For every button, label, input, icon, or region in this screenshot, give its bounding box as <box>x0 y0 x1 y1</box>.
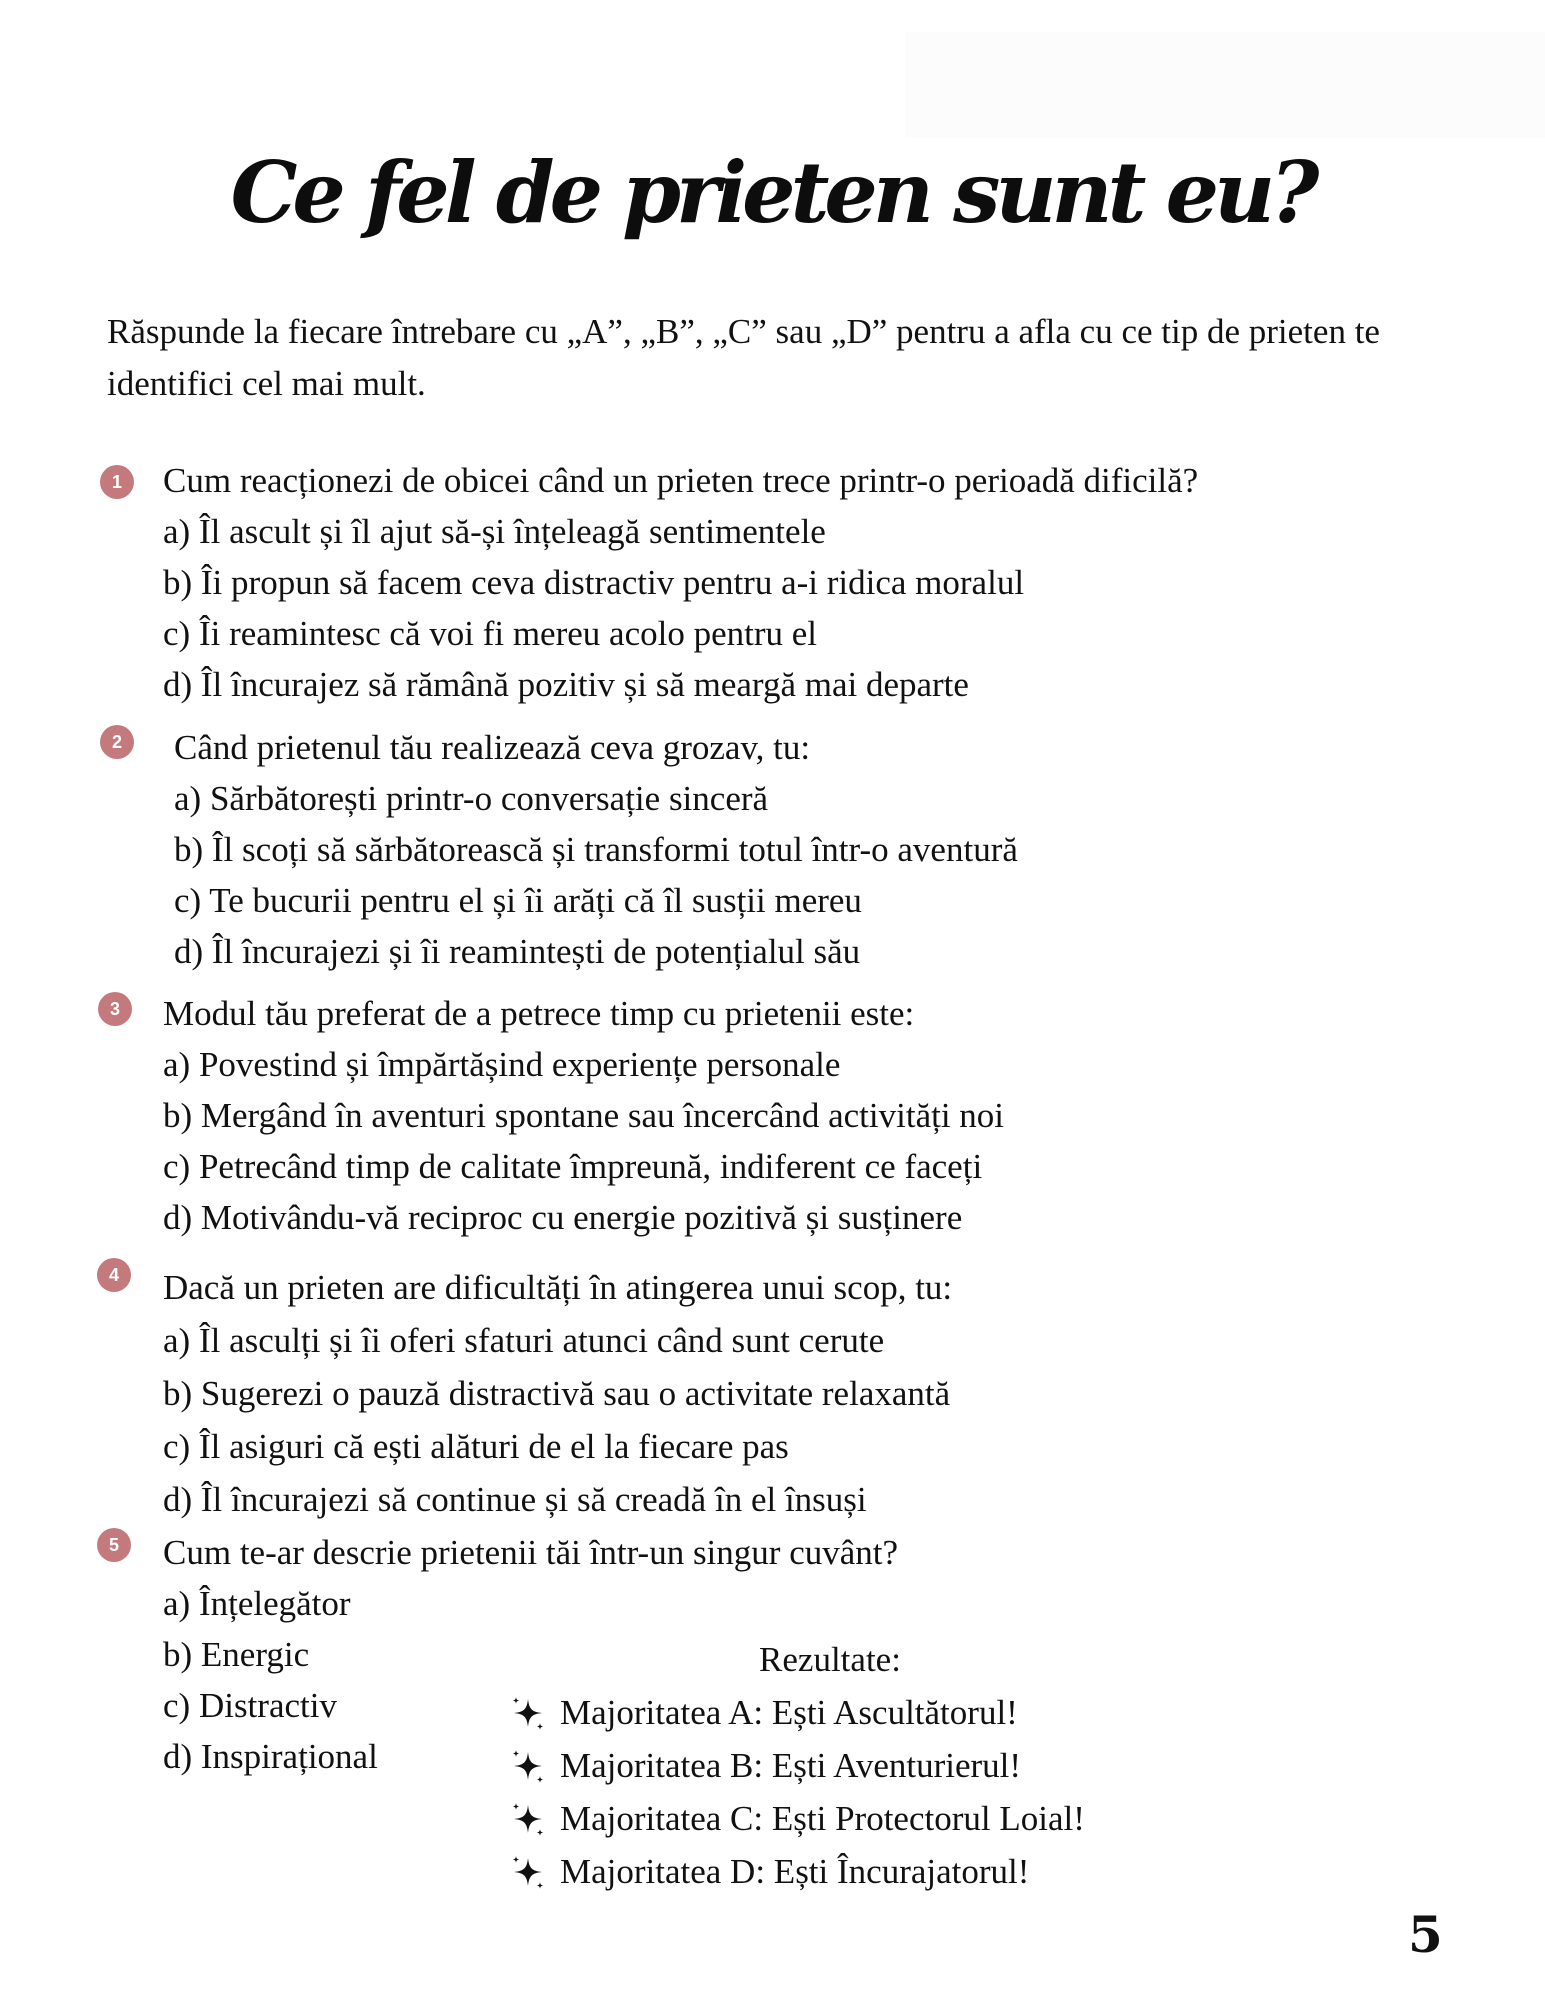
result-item <box>510 1845 1085 1898</box>
answer-option-b[interactable]: b) Îl scoți să sărbătorească și transformi totul într-o aventură <box>174 830 1018 869</box>
answer-option-a[interactable]: a) Înțelegător <box>163 1584 351 1623</box>
sparkle-icon <box>510 1695 546 1731</box>
sparkle-icon <box>510 1801 546 1837</box>
page-title: Ce fel de prieten sunt eu? <box>230 143 1315 242</box>
result-text: Majoritatea B: Ești Aventurierul! <box>560 1745 1022 1785</box>
answer-option-a[interactable]: a) Sărbătorești printr-o conversație sinceră <box>174 779 769 818</box>
result-text: Majoritatea A: Ești Ascultătorul! <box>560 1692 1018 1732</box>
intro-text: Răspunde la fiecare întrebare cu „A”, „B”, „C” sau „D” pentru a afla cu ce tip de prieten te identifici cel mai mult. <box>107 312 1380 403</box>
question-number-badge: 5 <box>97 1528 131 1562</box>
question-body <box>163 455 1198 710</box>
background-panel <box>905 32 1545 138</box>
answer-option-a[interactable]: a) Îl asculți și îi oferi sfaturi atunci când sunt cerute <box>163 1321 885 1360</box>
answer-option-d[interactable]: d) Motivându-vă reciproc cu energie pozitivă și susținere <box>163 1198 963 1237</box>
page-number: 5 <box>1408 1905 1443 1964</box>
result-item <box>510 1686 1085 1739</box>
question-text: Cum reacționezi de obicei când un prieten trece printr-o perioadă dificilă? <box>163 461 1199 500</box>
answer-option-c[interactable]: c) Te bucurii pentru el și îi arăți că îl susții mereu <box>174 881 862 920</box>
question-body <box>163 1261 952 1526</box>
results-heading: Rezultate: <box>759 1640 901 1679</box>
answer-option-a[interactable]: a) Îl ascult și îl ajut să-și înțeleagă sentimentele <box>163 512 826 551</box>
answer-option-d[interactable]: d) Îl încurajez să rămână pozitiv și să meargă mai departe <box>163 665 969 704</box>
answer-option-b[interactable]: b) Energic <box>163 1635 310 1674</box>
question-number-badge: 3 <box>98 992 132 1026</box>
answer-option-c[interactable]: c) Îl asiguri că ești alături de el la fiecare pas <box>163 1427 789 1466</box>
result-item <box>510 1792 1085 1845</box>
answer-option-c[interactable]: c) Petrecând timp de calitate împreună, indiferent ce faceți <box>163 1147 983 1186</box>
question-number-badge: 4 <box>97 1258 131 1292</box>
answer-option-c[interactable]: c) Distractiv <box>163 1686 337 1725</box>
answer-option-b[interactable]: b) Sugerezi o pauză distractivă sau o activitate relaxantă <box>163 1374 951 1413</box>
answer-option-b[interactable]: b) Îi propun să facem ceva distractiv pentru a-i ridica moralul <box>163 563 1025 602</box>
answer-option-b[interactable]: b) Mergând în aventuri spontane sau încercând activități noi <box>163 1096 1005 1135</box>
question-text: Cum te-ar descrie prietenii tăi într-un singur cuvânt? <box>163 1533 899 1572</box>
result-text: Majoritatea C: Ești Protectorul Loial! <box>560 1798 1085 1838</box>
answer-option-a[interactable]: a) Povestind și împărtășind experiențe personale <box>163 1045 841 1084</box>
question-text: Dacă un prieten are dificultăți în atingerea unui scop, tu: <box>163 1268 953 1307</box>
answer-option-d[interactable]: d) Inspirațional <box>163 1737 378 1776</box>
question-number-badge: 1 <box>100 465 134 499</box>
answer-option-d[interactable]: d) Îl încurajezi să continue și să creadă în el însuși <box>163 1480 867 1519</box>
sparkle-icon <box>510 1748 546 1784</box>
sparkle-icon <box>510 1854 546 1890</box>
question-body <box>174 722 1018 977</box>
answer-option-c[interactable]: c) Îi reamintesc că voi fi mereu acolo pentru el <box>163 614 817 653</box>
result-text: Majoritatea D: Ești Încurajatorul! <box>560 1851 1030 1891</box>
question-text: Când prietenul tău realizează ceva grozav, tu: <box>174 728 811 767</box>
answer-option-d[interactable]: d) Îl încurajezi și îi reamintești de potențialul său <box>174 932 861 971</box>
result-item <box>510 1739 1085 1792</box>
results-list <box>510 1686 1085 1898</box>
question-text: Modul tău preferat de a petrece timp cu prietenii este: <box>163 994 915 1033</box>
question-body <box>163 988 1004 1243</box>
question-number-badge: 2 <box>100 725 134 759</box>
